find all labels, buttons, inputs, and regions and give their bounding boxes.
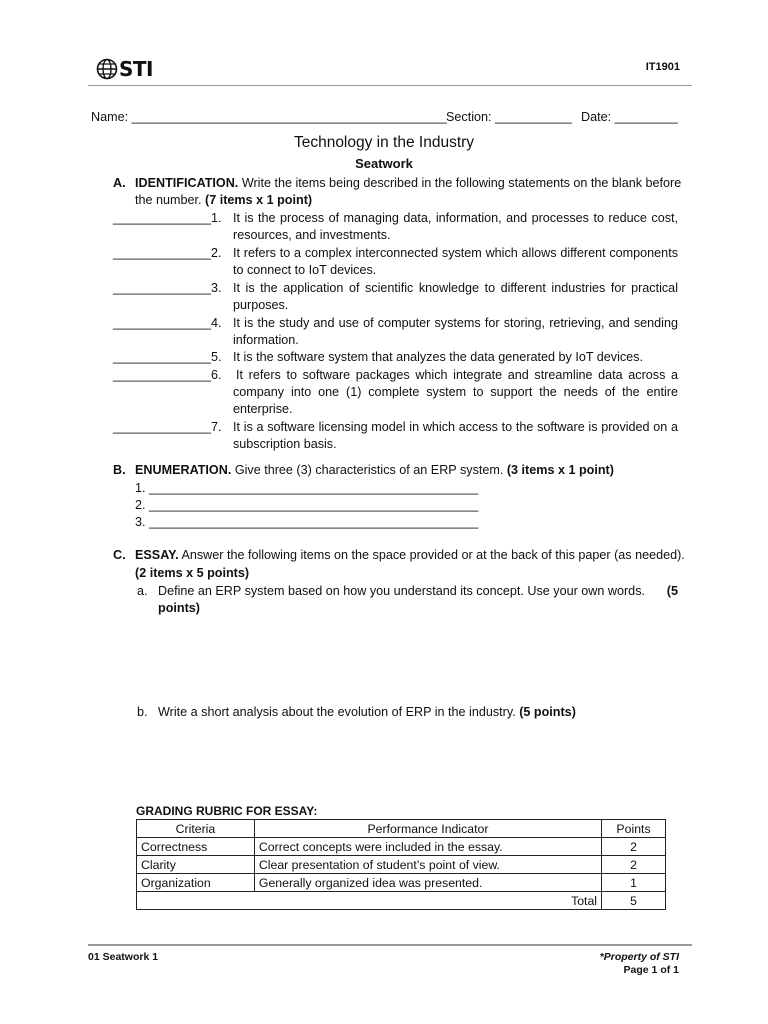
section-b-points: (3 items x 1 point) bbox=[506, 463, 614, 477]
rubric-total-value: 5 bbox=[602, 892, 666, 910]
item-text-1b: resources, and investments. bbox=[233, 228, 391, 242]
footer-doc-label: 01 Seatwork 1 bbox=[88, 951, 159, 963]
enumeration-line-2[interactable]: 2. _______________________________________________ bbox=[135, 498, 479, 512]
essay-a-marker: a. bbox=[137, 584, 148, 598]
essay-b-question bbox=[158, 704, 576, 721]
item-text-2: It refers to a complex interconnected system which allows different components bbox=[233, 246, 678, 260]
section-field[interactable]: Section: ___________ bbox=[446, 110, 573, 124]
rubric-indicator: Correct concepts were included in the essay. bbox=[254, 838, 601, 856]
rubric-criteria: Correctness bbox=[137, 838, 255, 856]
item-text-3: It is the application of scientific knowledge to different industries for practical bbox=[233, 281, 678, 295]
course-code: IT1901 bbox=[645, 61, 680, 73]
logo-text: STI bbox=[119, 57, 153, 81]
essay-b-text: Write a short analysis about the evolution of ERP in the industry. bbox=[158, 705, 516, 719]
rubric-indicator: Generally organized idea was presented. bbox=[254, 874, 601, 892]
footer-property: *Property of STI bbox=[599, 951, 679, 963]
table-row bbox=[137, 838, 666, 856]
item-text-1: It is the process of managing data, information, and processes to reduce cost, bbox=[233, 211, 678, 225]
essay-b-marker: b. bbox=[137, 705, 148, 719]
globe-icon bbox=[96, 58, 118, 80]
section-c-heading: ESSAY. bbox=[135, 548, 179, 562]
section-a-instruction-2 bbox=[135, 192, 312, 209]
table-row bbox=[137, 874, 666, 892]
essay-a-points: (5 bbox=[666, 584, 678, 598]
page-title: Technology in the Industry bbox=[293, 134, 475, 151]
section-a-text: Write the items being described in the following statements on the blank before bbox=[241, 176, 682, 190]
item-blank-5[interactable]: ______________5. bbox=[113, 350, 222, 364]
rubric-indicator: Clear presentation of student’s point of view. bbox=[254, 856, 601, 874]
rubric-col-criteria: Criteria bbox=[137, 820, 255, 838]
item-text-6b: company into one (1) complete system to support the needs of the entire bbox=[233, 385, 678, 399]
rubric-table bbox=[136, 819, 666, 910]
rubric-total-label: Total bbox=[137, 892, 602, 910]
enumeration-line-3[interactable]: 3. _______________________________________________ bbox=[135, 515, 479, 529]
section-b-heading: ENUMERATION. bbox=[135, 463, 232, 477]
item-blank-2[interactable]: ______________2. bbox=[113, 246, 222, 260]
section-c-text: Answer the following items on the space provided or at the back of this paper (as needed). bbox=[181, 548, 685, 562]
item-text-7: It is a software licensing model in which access to the software is provided on a bbox=[233, 420, 678, 434]
rubric-points: 1 bbox=[602, 874, 666, 892]
item-text-7b: subscription basis. bbox=[233, 437, 337, 451]
item-text-2b: to connect to IoT devices. bbox=[233, 263, 377, 277]
table-row bbox=[137, 856, 666, 874]
rubric-total-row bbox=[137, 892, 666, 910]
section-a-points: (7 items x 1 point) bbox=[205, 193, 313, 207]
name-field[interactable]: Name: _____________________________________________ bbox=[91, 110, 447, 124]
rubric-points: 2 bbox=[602, 838, 666, 856]
section-c-points: (2 items x 5 points) bbox=[135, 566, 250, 580]
item-blank-3[interactable]: ______________3. bbox=[113, 281, 222, 295]
section-c-instruction bbox=[135, 547, 685, 564]
section-a-instruction bbox=[135, 175, 680, 192]
page-subtitle: Seatwork bbox=[355, 156, 413, 171]
section-b-text: Give three (3) characteristics of an ERP system. bbox=[234, 463, 504, 477]
item-text-4: It is the study and use of computer systems for storing, retrieving, and sending bbox=[233, 316, 678, 330]
rubric-criteria: Clarity bbox=[137, 856, 255, 874]
rubric-header-row bbox=[137, 820, 666, 838]
item-blank-7[interactable]: ______________7. bbox=[113, 420, 222, 434]
item-text-6c: enterprise. bbox=[233, 402, 293, 416]
header-divider bbox=[88, 85, 692, 86]
enumeration-line-1[interactable]: 1. _______________________________________________ bbox=[135, 481, 479, 495]
rubric-criteria: Organization bbox=[137, 874, 255, 892]
section-a-text-2: the number. bbox=[135, 193, 202, 207]
footer-divider bbox=[88, 944, 692, 946]
item-blank-1[interactable]: ______________1. bbox=[113, 211, 222, 225]
section-a-marker: A. bbox=[113, 176, 126, 190]
section-b-instruction bbox=[135, 462, 614, 479]
essay-a-text: Define an ERP system based on how you understand its concept. Use your own words. bbox=[158, 584, 645, 598]
date-field[interactable]: Date: _________ bbox=[581, 110, 678, 124]
rubric-col-indicator: Performance Indicator bbox=[254, 820, 601, 838]
essay-a-points-2: points) bbox=[158, 601, 200, 615]
sti-logo bbox=[96, 58, 153, 80]
essay-a-question bbox=[158, 583, 678, 600]
section-c-marker: C. bbox=[113, 548, 126, 562]
item-text-3b: purposes. bbox=[233, 298, 289, 312]
item-text-5: It is the software system that analyzes the data generated by IoT devices. bbox=[233, 350, 643, 364]
essay-b-points: (5 points) bbox=[519, 705, 576, 719]
rubric-col-points: Points bbox=[602, 820, 666, 838]
rubric-points: 2 bbox=[602, 856, 666, 874]
section-a-heading: IDENTIFICATION. bbox=[135, 176, 239, 190]
item-text-6: It refers to software packages which integrate and streamline data across a bbox=[236, 368, 678, 382]
section-b-marker: B. bbox=[113, 463, 126, 477]
item-text-4b: information. bbox=[233, 333, 299, 347]
item-blank-4[interactable]: ______________4. bbox=[113, 316, 222, 330]
footer-page-number: Page 1 of 1 bbox=[623, 964, 679, 976]
item-blank-6[interactable]: ______________6. bbox=[113, 368, 222, 382]
rubric-heading: GRADING RUBRIC FOR ESSAY: bbox=[136, 804, 318, 818]
